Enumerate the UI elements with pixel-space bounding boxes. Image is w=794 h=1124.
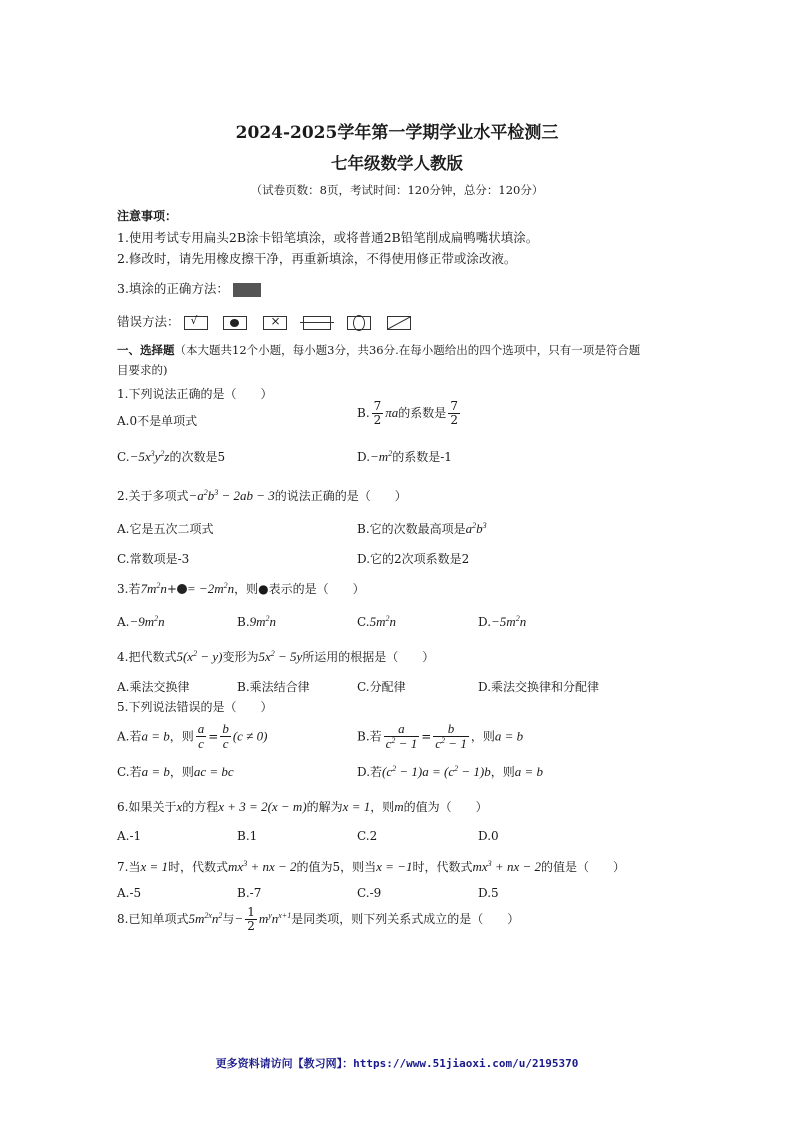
dot-box-icon bbox=[223, 316, 247, 330]
notice-item-3: 3.填涂的正确方法： bbox=[117, 279, 261, 297]
q4-option-d: D.乘法交换律和分配律 bbox=[478, 680, 600, 694]
notice-item-2: 2.修改时，请先用橡皮擦干净，再重新填涂，不得使用修正带或涂改液。 bbox=[117, 251, 517, 266]
q5-option-b: B.若 $\frac{a}{c^2 - 1}$ = $\frac{b}{c^2 - 1}$ ，则a = b bbox=[357, 721, 524, 752]
exam-subtitle: 七年级数学人教版 bbox=[331, 154, 463, 173]
q1-option-b: B. $\frac{7}{2}$ πa的系数是 $\frac{7}{2}$ bbox=[357, 399, 458, 428]
q7-option-c: C.-9 bbox=[357, 886, 382, 900]
q4-stem: 4.把代数式$5(x^2 - y)$变形为$5x^2 - 5y$所运用的根据是（ ） bbox=[117, 649, 435, 664]
q5-option-d: D.若$(c^2 - 1)a = (c^2 - 1)b$，则a = b bbox=[357, 764, 544, 779]
checkmark-box-icon: √ bbox=[184, 316, 208, 330]
q5-option-c: C.若a = b，则ac = bc bbox=[117, 764, 234, 779]
q1-stem: 1.下列说法正确的是（ ） bbox=[117, 387, 273, 401]
circle-box-icon bbox=[347, 316, 371, 330]
q3-option-b: $B.9m^2n$ bbox=[237, 614, 277, 629]
q6-option-b: B.1 bbox=[237, 829, 258, 843]
q6-option-d: D.0 bbox=[478, 829, 499, 843]
q7-option-a: A.-5 bbox=[117, 886, 142, 900]
q5-option-a: A.若a = b，则 $\frac{a}{c}$ = $\frac{b}{c}$ (c ≠ 0) bbox=[117, 721, 268, 752]
q2-option-c: C.常数项是-3 bbox=[117, 552, 190, 566]
q2-option-d: D.它的2次项系数是2 bbox=[357, 552, 470, 566]
q6-option-c: C.2 bbox=[357, 829, 378, 843]
q2-option-b: B.它的次数最高项是$a^2b^3$ bbox=[357, 521, 487, 536]
q3-stem: 3.若$7m^2n+ = -2m^2n$，则●表示的是（ ） bbox=[117, 581, 365, 596]
notice-heading: 注意事项： bbox=[117, 209, 178, 223]
footer-link[interactable]: 更多资料请访问【教习网】：https://www.51jiaoxi.com/u/2195370 bbox=[215, 1057, 579, 1070]
filled-mark-icon bbox=[233, 283, 261, 297]
q1-option-a: A.0不是单项式 bbox=[117, 414, 198, 428]
q3-option-a: $A.-9m^2n$ bbox=[117, 614, 165, 629]
q6-stem: 6.如果关于x的方程x + 3 = 2(x − m)的解为x = 1，则m的值为（ ） bbox=[117, 799, 488, 814]
q4-option-b: B.乘法结合律 bbox=[237, 680, 310, 694]
dot-icon bbox=[177, 584, 187, 594]
q5-stem: 5.下列说法错误的是（ ） bbox=[117, 700, 273, 714]
slash-box-icon bbox=[387, 316, 411, 330]
q7-option-d: D.5 bbox=[478, 886, 499, 900]
cross-box-icon: × bbox=[263, 316, 287, 330]
q4-option-a: A.乘法交换律 bbox=[117, 680, 190, 694]
wrong-methods: 错误方法： √ × bbox=[117, 312, 423, 330]
line-box-icon bbox=[303, 316, 331, 330]
q1-option-c: $C.-5x^3y^2z$的次数是5 bbox=[117, 449, 226, 464]
q6-option-a: A.-1 bbox=[117, 829, 142, 843]
exam-title: 2024-2025学年第一学期学业水平检测三 bbox=[235, 123, 559, 143]
q7-option-b: B.-7 bbox=[237, 886, 262, 900]
exam-info: （试卷页数：8页，考试时间：120分钟，总分：120分） bbox=[250, 183, 544, 197]
q7-stem: 7.当x = 1时，代数式$mx^3$ + nx − 2的值为5，则当x = −1时，代数式$mx^3$ + nx − 2的值是（ ） bbox=[117, 859, 626, 874]
notice-item-1: 1.使用考试专用扁头2B涂卡铅笔填涂，或将普通2B铅笔削成扁鸭嘴状填涂。 bbox=[117, 230, 539, 245]
q2-stem: 2.关于多项式$-a^2b^3 - 2ab - 3$的说法正确的是（ ） bbox=[117, 488, 407, 503]
q4-option-c: C.分配律 bbox=[357, 680, 406, 694]
q1-option-d: $D.-m^2$的系数是-1 bbox=[357, 449, 452, 464]
q3-option-d: $D.-5m^2n$ bbox=[478, 614, 527, 629]
q3-option-c: $C.5m^2n$ bbox=[357, 614, 396, 629]
section-heading: 一、选择题（本大题共12个小题，每小题3分，共36分.在每小题给出的四个选项中，只有一项是符合题 bbox=[117, 343, 641, 357]
q8-stem: 8.已知单项式$5m^{2x}n^2$与− $\frac{1}{2}$ $m^yn^{x+1}$是同类项，则下列关系式成立的是（ ） bbox=[117, 905, 520, 934]
section-desc-2: 目要求的) bbox=[117, 363, 168, 377]
q2-option-a: A.它是五次二项式 bbox=[117, 522, 214, 536]
